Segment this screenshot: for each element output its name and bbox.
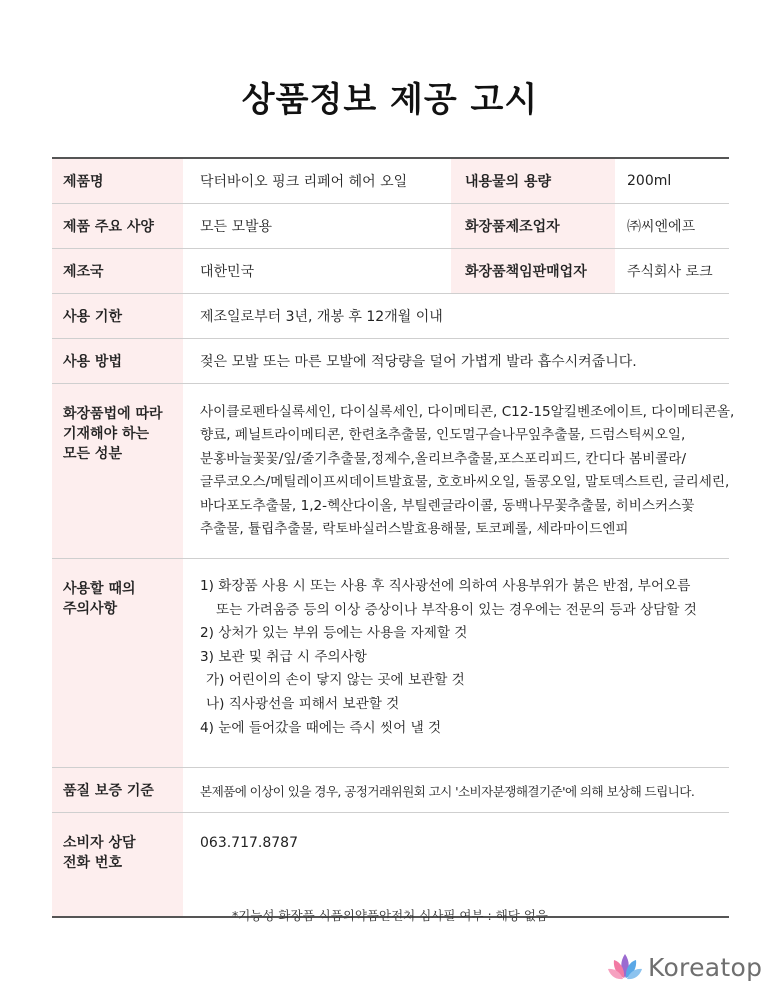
label-ingredients [52,384,183,558]
label-caution [52,559,183,767]
value-seller: 주식회사 로크 [627,264,713,280]
caution-line: 2) 상처가 있는 부위 등에는 사용을 자제할 것 [200,625,468,642]
ingredients-line: 사이클로펜타실록세인, 다이실록세인, 다이메티콘, C12-15알킬벤조에이트, 다이메티콘올, [200,404,735,420]
ingredients-line: 분홍바늘꽃꽃/잎/줄기추출물,정제수,올리브추출물,포스포리피드, 칸디다 봄비콜라/ [200,450,687,467]
value-caution [183,559,697,767]
row-expiry [52,294,729,339]
row-spec [52,204,729,249]
value-expiry: 제조일로부터 3년, 개봉 후 12개월 이내 [200,309,443,325]
label-contact-line: 소비자 상담 [63,835,136,851]
label-caution-line: 주의사항 [63,601,118,617]
caution-line: 나) 직사광선을 피해서 보관할 것 [206,695,400,712]
caution-line: 4) 눈에 들어갔을 때에는 즉시 씻어 낼 것 [200,719,442,736]
caution-line: 1) 화장품 사용 시 또는 사용 후 직사광선에 의하여 사용부위가 붉은 반점, 부어오름 [200,578,691,594]
caution-line: 3) 보관 및 취급 시 주의사항 [200,648,367,665]
label-expiry: 사용 기한 [52,294,183,338]
product-info-table [52,157,735,918]
value-volume: 200ml [627,173,672,189]
value-manufacturer: ㈜씨엔에프 [627,219,696,235]
label-contact [52,813,183,916]
row-origin [52,249,729,294]
value-spec: 모든 모발용 [200,219,273,235]
brand-logo [607,952,762,982]
value-contact: 063.717.8787 [200,835,298,851]
label-manufacturer: 화장품제조업자 [451,204,615,248]
label-ingredients-line: 화장품법에 따라 [63,406,163,422]
label-usage: 사용 방법 [52,339,183,383]
value-ingredients [183,384,734,558]
label-origin: 제조국 [52,249,183,293]
label-contact-line: 전화 번호 [63,855,122,871]
caution-line: 가) 어린이의 손이 닿지 않는 곳에 보관할 것 [206,672,465,689]
ingredients-line: 향료, 페닐트라이메티콘, 한련초추출물, 인도멀구슬나무잎추출물, 드럼스틱씨오일, [200,427,686,444]
value-origin: 대한민국 [200,264,255,280]
caution-line: 또는 가려움증 등의 이상 증상이나 부작용이 있는 경우에는 전문의 등과 상담할 것 [216,601,697,618]
row-caution [52,559,729,768]
value-usage: 젖은 모발 또는 마른 모발에 적당량을 덜어 가볍게 발라 흡수시켜줍니다. [200,354,637,370]
ingredients-line: 바다포도추출물, 1,2-헥산다이올, 부틸렌글라이콜, 동백나무꽃추출물, 히비스커스꽃 [200,497,695,514]
label-quality: 품질 보증 기준 [52,768,183,812]
page-title: 상품정보 제공 고시 [241,80,539,120]
row-usage [52,339,729,384]
footnote: *기능성 화장품 식품의약품안전처 심사필 여부 : 해당 없음 [231,908,548,923]
ingredients-line: 글루코오스/메틸레이프씨데이트발효물, 호호바씨오일, 돌콩오일, 말토덱스트린, 글리세린, [200,474,730,491]
label-volume: 내용물의 용량 [451,159,615,203]
value-quality: 본제품에 이상이 있을 경우, 공정거래위원회 고시 '소비자분쟁해결기준'에 의해 보상해 드립니다. [200,783,695,799]
ingredients-line: 추출물, 튤립추출물, 락토바실러스발효용해물, 토코페롤, 세라마이드엔피 [200,521,629,538]
label-seller: 화장품책임판매업자 [451,249,615,293]
row-quality [52,768,729,813]
label-spec: 제품 주요 사양 [52,204,183,248]
brand-name: Koreatop [648,952,763,982]
label-ingredients-line: 기재해야 하는 [63,426,150,442]
label-ingredients-line: 모든 성분 [63,446,122,462]
row-contact [52,813,729,916]
lotus-logo-icon [607,952,643,982]
row-product-name [52,159,729,204]
value-product-name: 닥터바이오 핑크 리페어 헤어 오일 [200,174,408,190]
label-product-name: 제품명 [52,159,183,203]
label-caution-line: 사용할 때의 [63,581,136,597]
row-ingredients [52,384,735,559]
